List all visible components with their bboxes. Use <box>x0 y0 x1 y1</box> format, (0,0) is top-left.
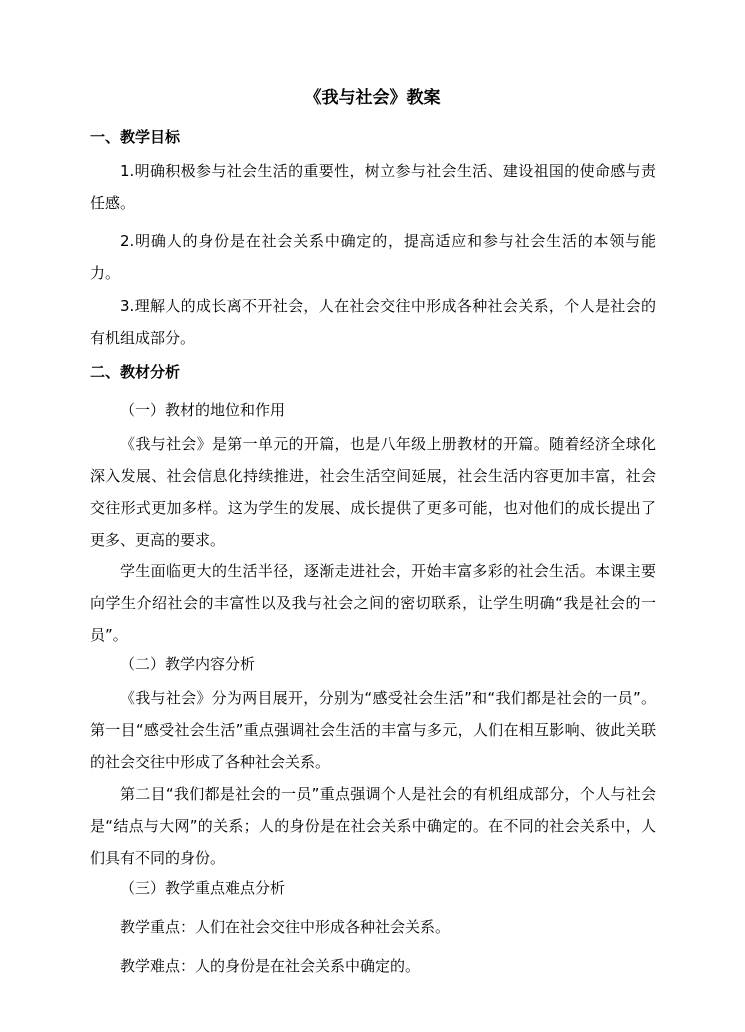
paragraph-position-2: 学生面临更大的生活半径，逐渐走进社会，开始丰富多彩的社会生活。本课主要向学生介绍社会的丰富性以及我与社会之间的密切联系，让学生明确“我是社会的一员”。 <box>90 562 656 644</box>
document-title: 《我与社会》教案 <box>304 88 441 108</box>
goal-item-3: 3.理解人的成长离不开社会，人在社会交往中形成各种社会关系，个人是社会的有机组成部分。 <box>90 297 656 347</box>
paragraph-position-1: 《我与社会》是第一单元的开篇，也是八年级上册教材的开篇。随着经济全球化深入发展、社会信息化持续推进，社会生活空间延展，社会生活内容更加丰富，社会交往形式更加多样。这为学生的发展、成长提供了更多可能，也对他们的成长提出了更多、更高的要求。 <box>90 435 656 549</box>
section-heading-goals: 一、教学目标 <box>90 128 181 146</box>
section-heading-analysis: 二、教材分析 <box>90 363 181 381</box>
teaching-focus: 教学重点：人们在社会交往中形成各种社会关系。 <box>120 918 451 936</box>
teaching-difficulty: 教学难点：人的身份是在社会关系中确定的。 <box>120 957 421 975</box>
subsection-heading-key-points: （三）教学重点难点分析 <box>120 879 286 897</box>
paragraph-content-1: 《我与社会》分为两目展开，分别为“感受社会生活”和“我们都是社会的一员”。第一目“感受社会生活”重点强调社会生活的丰富与多元，人们在相互影响、彼此关联的社会交往中形成了各种社会关系。 <box>90 689 656 771</box>
goal-item-1: 1.明确积极参与社会生活的重要性，树立参与社会生活、建设祖国的使命感与责任感。 <box>90 162 656 212</box>
paragraph-content-2: 第二目“我们都是社会的一员”重点强调个人是社会的有机组成部分，个人与社会是“结点与大网”的关系；人的身份是在社会关系中确定的。在不同的社会关系中，人们具有不同的身份。 <box>90 785 656 867</box>
subsection-heading-position: （一）教材的地位和作用 <box>120 401 286 419</box>
goal-item-2: 2.明确人的身份是在社会关系中确定的，提高适应和参与社会生活的本领与能力。 <box>90 232 656 282</box>
subsection-heading-content: （二）教学内容分析 <box>120 655 256 673</box>
